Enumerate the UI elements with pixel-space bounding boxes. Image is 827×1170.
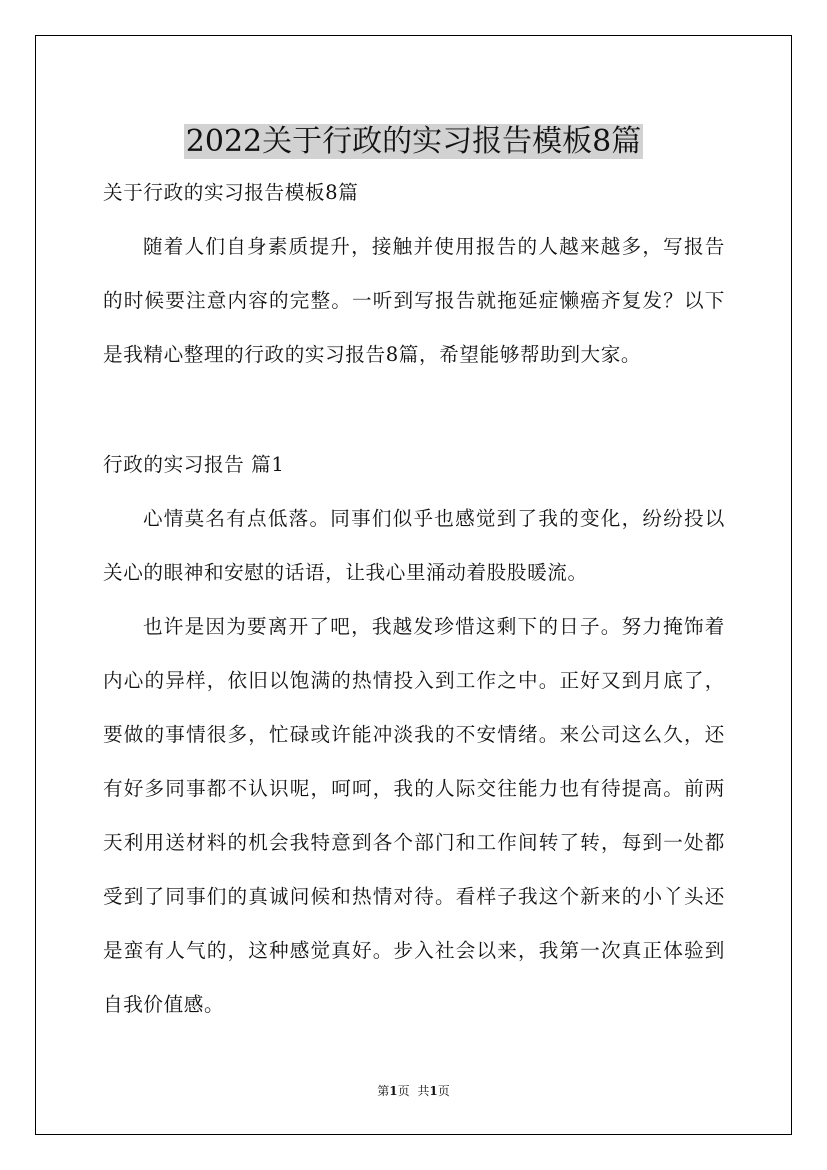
- body-paragraph-1: 心情莫名有点低落。同事们似乎也感觉到了我的变化，纷纷投以关心的眼神和安慰的话语，让我心里涌动着股股暖流。: [103, 507, 725, 584]
- body-paragraph-2: 也许是因为要离开了吧，我越发珍惜这剩下的日子。努力掩饰着内心的异样，依旧以饱满的热情投入到工作之中。正好又到月底了，要做的事情很多，忙碌或许能冲淡我的不安情绪。来公司这么久，还有好多同事都不认识呢，呵呵，我的人际交往能力也有待提高。前两天利用送材料的机会我特意到各个部门和工作间转了转，每到一处都受到了同事们的真诚问候和热情对待。看样子我这个新来的小丫头还是蛮有人气的，这种感觉真好。步入社会以来，我第一次真正体验到自我价值感。: [103, 615, 725, 1016]
- footer-page-prefix: 第: [377, 1084, 390, 1098]
- footer-total-prefix: 共: [417, 1084, 430, 1098]
- footer-total-pages: 1: [429, 1084, 438, 1098]
- document-subtitle: 关于行政的实习报告模板8篇: [103, 181, 359, 204]
- section-heading: 行政的实习报告 篇1: [103, 453, 285, 476]
- document-title: [0, 120, 827, 164]
- footer-total-suffix: 页: [437, 1084, 450, 1098]
- page-footer: [0, 1082, 827, 1100]
- footer-page-suffix: 页: [397, 1084, 410, 1098]
- intro-paragraph: 随着人们自身素质提升，接触并使用报告的人越来越多，写报告的时候要注意内容的完整。一听到写报告就拖延症懒癌齐复发？以下是我精心整理的行政的实习报告8篇，希望能够帮助到大家。: [103, 235, 725, 366]
- footer-page-number: 1: [389, 1084, 398, 1098]
- document-title-text: 2022关于行政的实习报告模板8篇: [185, 124, 642, 160]
